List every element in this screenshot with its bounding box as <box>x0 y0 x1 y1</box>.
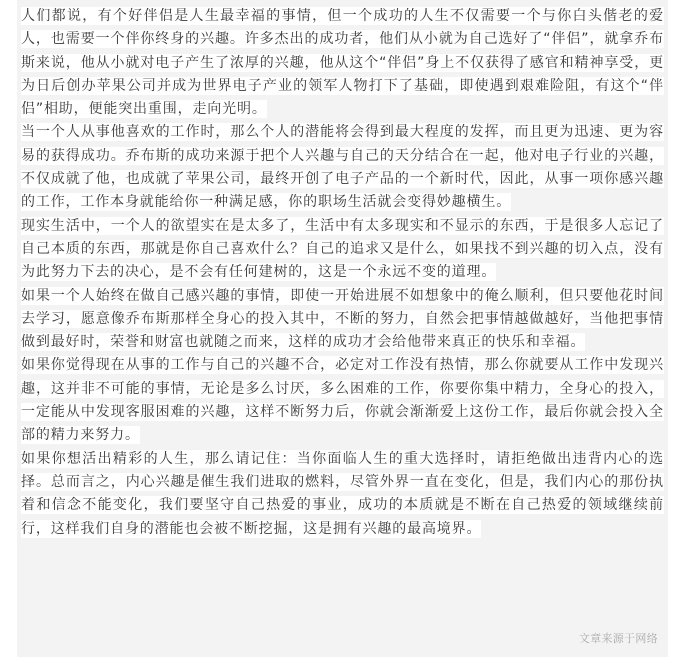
paragraph-5 <box>21 354 664 447</box>
paragraph-2 <box>21 121 664 214</box>
paragraph-4 <box>21 285 664 355</box>
paragraph-5-text: 如果你觉得现在从事的工作与自己的兴趣不合，必定对工作没有热情，那么你就要从工作中发现兴趣，这并非不可能的事情，无论是多么讨厌，多么困难的工作，你要你集中精力，全身心的投入，一定能从中发现客服困难的兴趣，这样不断努力后，你就会渐渐爱上这份工作，最后你就会投入全部的精力来努力。 <box>21 357 664 444</box>
paragraph-1-text: 人们都说，有个好伴侣是人生最幸福的事情，但一个成功的人生不仅需要一个与你白头偕老的爱人，也需要一个伴你终身的兴趣。许多杰出的成功者，他们从小就为自己选好了“伴侣”，就拿乔布斯来说，他从小就对电子产生了浓厚的兴趣，他从这个“伴侣”身上不仅获得了感官和精神享受，更为日后创办苹果公司并成为世界电子产业的领军人物打下了基础，即使遇到艰难险阻，有这个“伴侣”相助，便能突出重围，走向光明。 <box>21 8 664 118</box>
article-body <box>21 5 664 541</box>
paragraph-6-text: 如果你想活出精彩的人生，那么请记住：当你面临人生的重大选择时，请拒绝做出违背内心的选择。总而言之，内心兴趣是催生我们进取的燃料，尽管外界一直在变化，但是，我们内心的那份执着和信念不能变化，我们要坚守自己热爱的事业，成功的本质就是不断在自己热爱的领域继续前行，这样我们自身的潜能也会被不断挖掘，这是拥有兴趣的最高境界。 <box>21 450 664 537</box>
paragraph-3-text: 现实生活中，一个人的欲望实在是太多了，生活中有太多现实和不显示的东西，于是很多人忘记了自己本质的东西，那就是你自己喜欢什么？自己的追求又是什么，如果找不到兴趣的切入点，没有为此努力下去的决心，是不会有任何建树的，这是一个永远不变的道理。 <box>21 217 664 281</box>
article-container <box>17 0 668 657</box>
paragraph-2-text: 当一个人从事他喜欢的工作时，那么个人的潜能将会得到最大程度的发挥，而且更为迅速、更为容易的获得成功。乔布斯的成功来源于把个人兴趣与自己的天分结合在一起，他对电子行业的兴趣，不仅成就了他，也成就了苹果公司，最终开创了电子产品的一个新时代，因此，从事一项你感兴趣的工作，工作本身就能给你一种满足感，你的职场生活就会变得妙趣横生。 <box>21 124 664 211</box>
source-note: 文章来源于网络 <box>578 632 658 645</box>
paragraph-6 <box>21 448 664 541</box>
paragraph-1 <box>21 5 664 121</box>
paragraph-4-text: 如果一个人始终在做自己感兴趣的事情，即使一开始进展不如想象中的俺么顺利，但只要他花时间去学习，愿意像乔布斯那样全身心的投入其中，不断的努力，自然会把事情越做越好，当他把事情做到最好时，荣誉和财富也就随之而来，这样的成功才会给他带来真正的快乐和幸福。 <box>21 287 664 351</box>
paragraph-3 <box>21 215 664 285</box>
